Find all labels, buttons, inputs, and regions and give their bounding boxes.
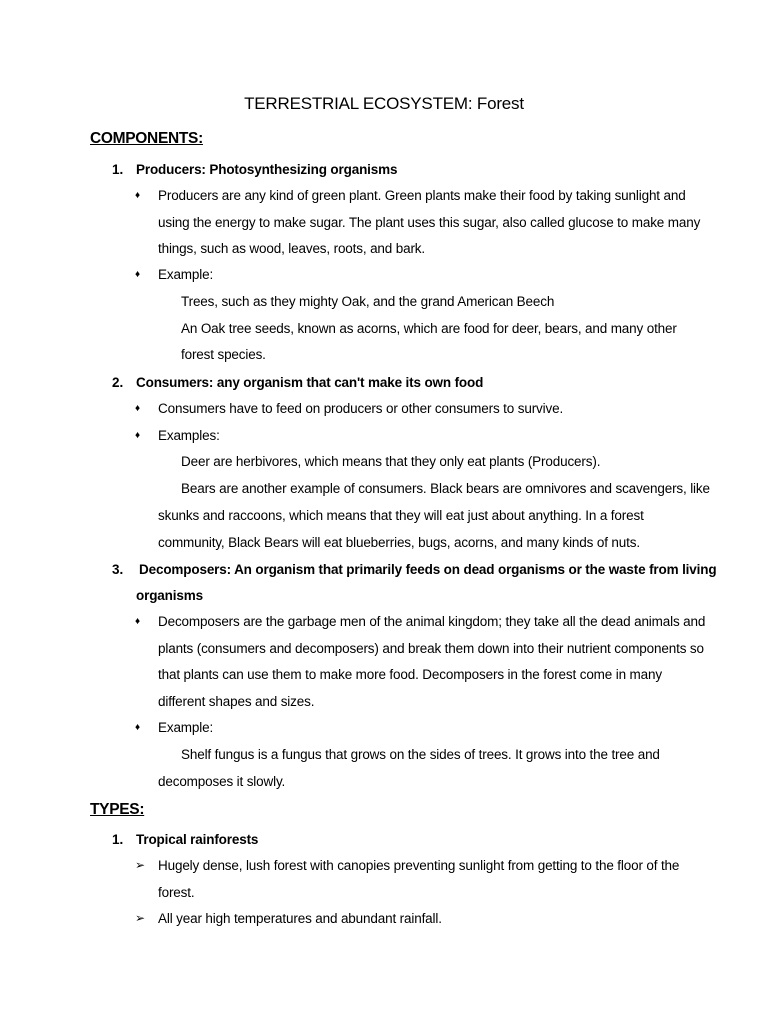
producers-heading: Producers: Photosynthesizing organisms <box>136 162 398 177</box>
consumers-text-line: Consumers have to feed on producers or other consumers to survive. <box>158 401 564 416</box>
consumers-example-line: community, Black Bears will eat blueberries, bugs, acorns, and many kinds of nuts. <box>158 535 640 550</box>
decomposers-example-line: Shelf fungus is a fungus that grows on the sides of trees. It grows into the tree and <box>181 747 660 762</box>
tropical-number: 1. <box>112 832 124 847</box>
tropical-heading: Tropical rainforests <box>136 832 259 847</box>
decomposers-example-label: Example: <box>158 720 214 735</box>
decomposers-heading: organisms <box>136 588 203 603</box>
producers-example-label: Example: <box>158 267 214 282</box>
bullet-icon: ♦ <box>135 403 141 414</box>
decomposers-text-line: different shapes and sizes. <box>158 694 315 709</box>
tropical-text-line: All year high temperatures and abundant rainfall. <box>158 911 442 926</box>
types-heading: TYPES: <box>90 801 145 818</box>
decomposers-number: 3. <box>112 562 124 577</box>
decomposers-example-line: decomposes it slowly. <box>158 774 286 789</box>
producers-example-line: Trees, such as they mighty Oak, and the grand American Beech <box>181 294 555 309</box>
producers-example-line: forest species. <box>181 347 266 362</box>
components-heading: COMPONENTS: <box>90 130 203 147</box>
bullet-icon: ♦ <box>135 722 141 733</box>
tropical-text-line: forest. <box>158 885 195 900</box>
consumers-example-line: Bears are another example of consumers. Black bears are omnivores and scavengers, like <box>181 481 710 496</box>
document-title: TERRESTRIAL ECOSYSTEM: Forest <box>244 94 524 113</box>
consumers-example-line: Deer are herbivores, which means that they only eat plants (Producers). <box>181 454 601 469</box>
decomposers-text-line: plants (consumers and decomposers) and break them down into their nutrient components so <box>158 641 704 656</box>
arrow-bullet-icon: ➢ <box>135 858 146 872</box>
tropical-text-line: Hugely dense, lush forest with canopies preventing sunlight from getting to the floor of the <box>158 858 680 873</box>
decomposers-heading: Decomposers: An organism that primarily feeds on dead organisms or the waste from living <box>139 562 717 577</box>
producers-text-line: using the energy to make sugar. The plant uses this sugar, also called glucose to make many <box>158 215 701 230</box>
bullet-icon: ♦ <box>135 190 141 201</box>
consumers-number: 2. <box>112 375 124 390</box>
decomposers-text-line: that plants can use them to make more food. Decomposers in the forest come in many <box>158 667 662 682</box>
consumers-example-label: Examples: <box>158 428 220 443</box>
bullet-icon: ♦ <box>135 269 141 280</box>
bullet-icon: ♦ <box>135 430 141 441</box>
producers-text-line: things, such as wood, leaves, roots, and bark. <box>158 241 426 256</box>
consumers-heading: Consumers: any organism that can't make its own food <box>136 375 484 390</box>
producers-example-line: An Oak tree seeds, known as acorns, which are food for deer, bears, and many other <box>181 321 677 336</box>
consumers-example-line: skunks and raccoons, which means that they will eat just about anything. In a forest <box>158 508 644 523</box>
bullet-icon: ♦ <box>135 616 141 627</box>
producers-text-line: Producers are any kind of green plant. Green plants make their food by taking sunlight and <box>158 188 686 203</box>
arrow-bullet-icon: ➢ <box>135 911 146 925</box>
producers-number: 1. <box>112 162 124 177</box>
decomposers-text-line: Decomposers are the garbage men of the animal kingdom; they take all the dead animals and <box>158 614 706 629</box>
